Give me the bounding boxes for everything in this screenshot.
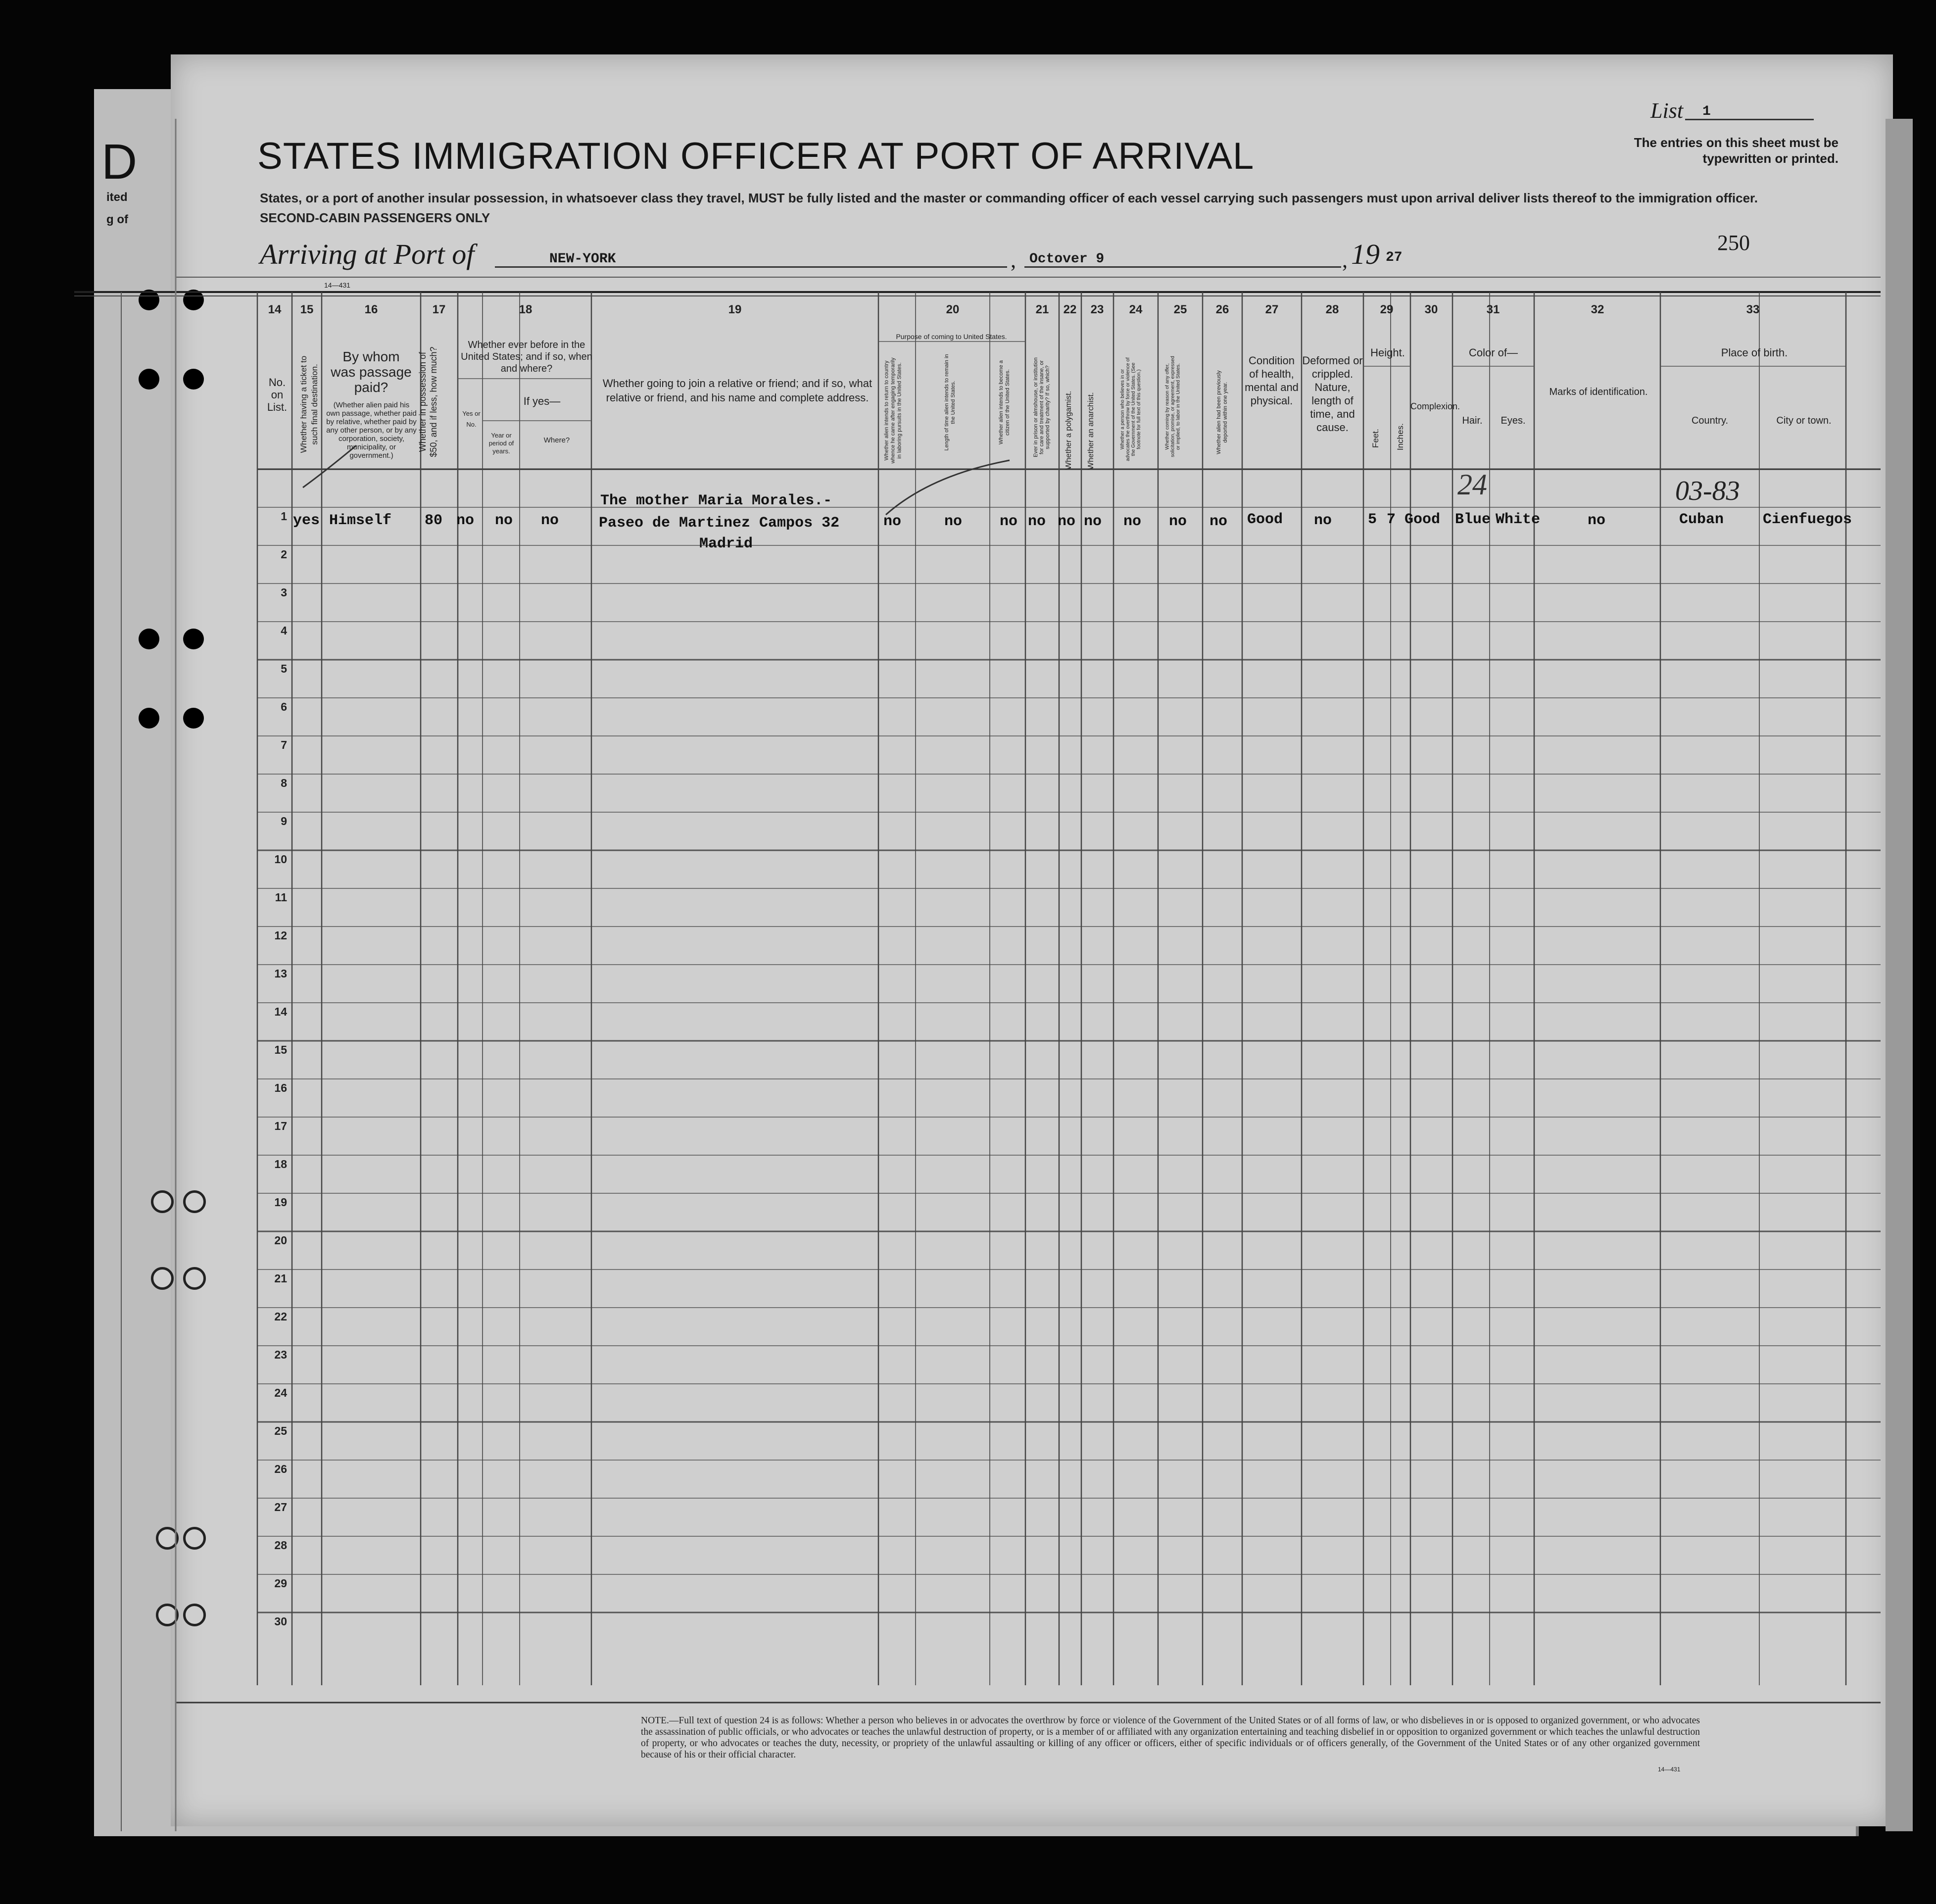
page-number: 250 <box>1717 231 1750 255</box>
header-col18-yesno: Yes or No. <box>462 410 481 428</box>
column-number-22: 22 <box>1063 303 1077 316</box>
column-number-32: 32 <box>1591 303 1604 316</box>
column-number-19: 19 <box>728 303 742 316</box>
cell-inches: 7 <box>1387 511 1396 528</box>
row-number: 21 <box>274 1272 287 1285</box>
list-number: 1 <box>1702 104 1711 119</box>
header-col18-title: Whether ever before in the United States; and if so, when and where? <box>461 340 592 374</box>
cell-return-intent: no <box>883 513 902 530</box>
cell-citizen-intent: no <box>1000 513 1018 530</box>
header-col27: Condition of health, mental and physical. <box>1245 354 1299 407</box>
row-number: 15 <box>274 1043 287 1056</box>
cell-before-us: no <box>456 512 475 529</box>
header-col28: Deformed or crippled. Nature, length of time, and cause. <box>1302 354 1363 434</box>
column-number-25: 25 <box>1173 303 1187 316</box>
cell-labor-offer: no <box>1169 513 1187 530</box>
header-col15: Whether having a ticket to such final destination. <box>299 355 319 453</box>
header-col25: Whether coming by reason of any offer, solicitation, promise, or agreement, expressed or implied, to labor in the United States. <box>1164 356 1181 457</box>
row-number: 16 <box>274 1081 287 1094</box>
column-number-14: 14 <box>268 303 282 316</box>
header-col32: Marks of identification. <box>1549 387 1648 397</box>
row-number: 2 <box>281 548 287 561</box>
header-col18-ifyes: If yes— <box>523 395 561 407</box>
footnote: NOTE.—Full text of question 24 is as follows: Whether a person who believes in or advocates the overthrow by force or violence of the Government of the United States or of all forms of law, or who disbelieves in or is opposed to organized government, or who advocates the assassination of public officials, or who advocates or teaches the unlawful destruction of property, or is a member of or affiliated with any organization entertaining and teaching disbelief in or opposition to organized government or which teaches the unlawful destruction of property, or who advocates or teaches the duty, necessity, or propriety of the unlawful assaulting or killing of any officer or officers, either of specific individuals or of officers generally, of the Government of the United States or of any other organized government because of his or their official character. <box>641 1715 1700 1760</box>
cell-overthrow: no <box>1123 513 1142 530</box>
row-number: 22 <box>274 1310 287 1323</box>
cell-marks: no <box>1588 512 1606 529</box>
handwritten-note-country: 03-83 <box>1675 476 1740 506</box>
cell-hair: Blue <box>1455 511 1491 528</box>
entries-note: The entries on this sheet must be typewritten or printed. <box>1634 135 1839 166</box>
column-number-18: 18 <box>519 303 532 316</box>
cell-where: no <box>541 512 559 529</box>
column-number-33: 33 <box>1746 303 1760 316</box>
row-number: 18 <box>274 1158 287 1171</box>
cell-anarchist: no <box>1084 513 1102 530</box>
cell-country: Cuban <box>1679 511 1724 528</box>
row-number: 8 <box>281 777 287 789</box>
row-number: 9 <box>281 815 287 828</box>
port-value: NEW-YORK <box>549 251 616 267</box>
cell-health: Good <box>1247 511 1283 528</box>
row-number: 11 <box>275 891 287 904</box>
header-col30: Complexion. <box>1410 401 1460 411</box>
page-title: STATES IMMIGRATION OFFICER AT PORT OF ARRIVAL <box>257 135 1255 177</box>
header-col29-inches: Inches. <box>1396 423 1405 450</box>
header-col16-note: (Whether alien paid his own passage, whether paid by relative, whether paid by any other person, or by any corporation, society, municipality, or government.) <box>326 401 417 460</box>
cell-money: 80 <box>425 512 443 529</box>
arriving-label: Arriving at Port of <box>260 238 475 270</box>
class-line: SECOND-CABIN PASSENGERS ONLY <box>260 210 490 225</box>
header-col33-country: Country. <box>1691 415 1729 426</box>
row-number: 29 <box>274 1577 287 1590</box>
column-number-17: 17 <box>432 303 446 316</box>
date-value: Octover 9 <box>1029 251 1105 267</box>
row-number: 24 <box>274 1386 287 1399</box>
column-number-31: 31 <box>1486 303 1500 316</box>
row-number: 27 <box>274 1501 287 1513</box>
row-number: 1 <box>281 510 287 523</box>
header-col20-a: Whether alien intends to return to country whence he came after engaging temporarily in laboring pursuits in the United States. <box>883 357 903 464</box>
cell-feet: 5 <box>1368 511 1377 528</box>
column-number-20: 20 <box>946 303 960 316</box>
row-number: 23 <box>274 1348 287 1361</box>
form-code: 14—431 <box>324 281 350 289</box>
column-number-16: 16 <box>364 303 378 316</box>
column-number-15: 15 <box>300 303 314 316</box>
row-number: 6 <box>281 700 287 713</box>
cell-city: Cienfuegos <box>1763 511 1852 528</box>
header-col33: Place of birth. <box>1721 346 1788 359</box>
column-number-26: 26 <box>1215 303 1229 316</box>
cell-relative-line3: Madrid <box>699 536 753 552</box>
column-number-27: 27 <box>1265 303 1279 316</box>
header-col29-feet: Feet. <box>1371 429 1380 448</box>
row-number: 4 <box>281 624 287 637</box>
column-number-24: 24 <box>1129 303 1143 316</box>
header-col14: No. on List. <box>267 376 288 413</box>
header-col20-b: Length of time alien intends to remain in the United States. <box>944 354 956 451</box>
cell-relative-line1: The mother Maria Morales.- <box>600 492 832 509</box>
left-fragment-letter: D <box>101 134 138 190</box>
cell-length-stay: no <box>944 513 963 530</box>
header-subtitle: States, or a port of another insular possession, in whatsoever class they travel, MUST be fully listed and the master or commanding officer of each vessel carrying such passengers must upon arrival deliver lists thereof to the immigration officer. <box>260 191 1758 205</box>
header-col19: Whether going to join a relative or friend; and if so, what relative or friend, and his name and complete address. <box>602 377 872 404</box>
handwritten-note-col31: 24 <box>1457 468 1487 501</box>
header-col17: Whether in possession of $50, and if less, how much? <box>418 346 438 457</box>
header-col23: Whether an anarchist. <box>1087 392 1095 470</box>
year-prefix: 19 <box>1351 238 1380 270</box>
header-col31: Color of— <box>1468 346 1518 359</box>
row-number: 13 <box>274 967 287 980</box>
row-number: 12 <box>274 929 287 942</box>
row-number: 25 <box>274 1424 287 1437</box>
cell-relative-line2: Paseo de Martinez Campos 32 <box>599 515 840 532</box>
row-number: 5 <box>281 662 287 675</box>
row-number: 28 <box>274 1539 287 1552</box>
year-suffix: 27 <box>1386 250 1403 265</box>
row-number: 26 <box>274 1463 287 1475</box>
row-number: 30 <box>274 1615 287 1628</box>
header-col21: Ever in prison or almshouse, or institution for care and treatment of the insane, or supported by charity? If so, which? <box>1033 357 1051 457</box>
column-number-30: 30 <box>1424 303 1438 316</box>
column-number-23: 23 <box>1090 303 1104 316</box>
cell-polygamist: no <box>1058 513 1076 530</box>
cell-deformed: no <box>1314 512 1332 529</box>
row-number: 10 <box>274 853 287 866</box>
cell-eyes: White <box>1496 511 1541 528</box>
header-col29: Height. <box>1370 346 1405 359</box>
row-number: 19 <box>274 1196 287 1209</box>
comma: , <box>1342 248 1348 272</box>
row-number: 14 <box>274 1005 287 1018</box>
column-number-21: 21 <box>1035 303 1049 316</box>
header-col20-c: Whether alien intends to become a citizen of the United States. <box>998 360 1011 444</box>
cell-deported: no <box>1210 513 1228 530</box>
column-number-29: 29 <box>1380 303 1394 316</box>
header-col31-hair: Hair. <box>1462 415 1483 426</box>
header-col26: Whether alien had been previously deported within one year. <box>1216 370 1228 454</box>
header-col31-eyes: Eyes. <box>1500 415 1526 426</box>
left-fragment-1: ited <box>106 191 128 204</box>
left-fragment-2: g of <box>106 213 128 226</box>
row-number: 7 <box>281 738 287 751</box>
row-number: 3 <box>281 586 287 599</box>
cell-paid-by: Himself <box>329 512 392 529</box>
header-col16-title: By whom was passage paid? <box>331 349 412 395</box>
header-col20-title: Purpose of coming to United States. <box>896 333 1007 341</box>
cell-prison: no <box>1028 513 1046 530</box>
header-col18-where: Where? <box>543 436 570 444</box>
cell-complexion: Good <box>1404 511 1441 528</box>
header-col22: Whether a polygamist. <box>1065 391 1073 470</box>
row-number: 17 <box>274 1120 287 1132</box>
header-col33-city: City or town. <box>1776 415 1832 426</box>
footnote-code: 14—431 <box>1658 1766 1681 1773</box>
comma: , <box>1011 248 1016 272</box>
column-number-28: 28 <box>1325 303 1339 316</box>
row-number: 20 <box>274 1234 287 1247</box>
cell-ticket: yes <box>293 512 320 529</box>
header-col24: Whether a person who believes in or advocates the overthrow by force or violence of the Government of the United States. (See footnote for full text of this question.) <box>1120 357 1142 461</box>
header-col18-year: Year or period of years. <box>488 432 514 455</box>
cell-year: no <box>495 512 513 529</box>
list-label: List <box>1650 98 1684 123</box>
